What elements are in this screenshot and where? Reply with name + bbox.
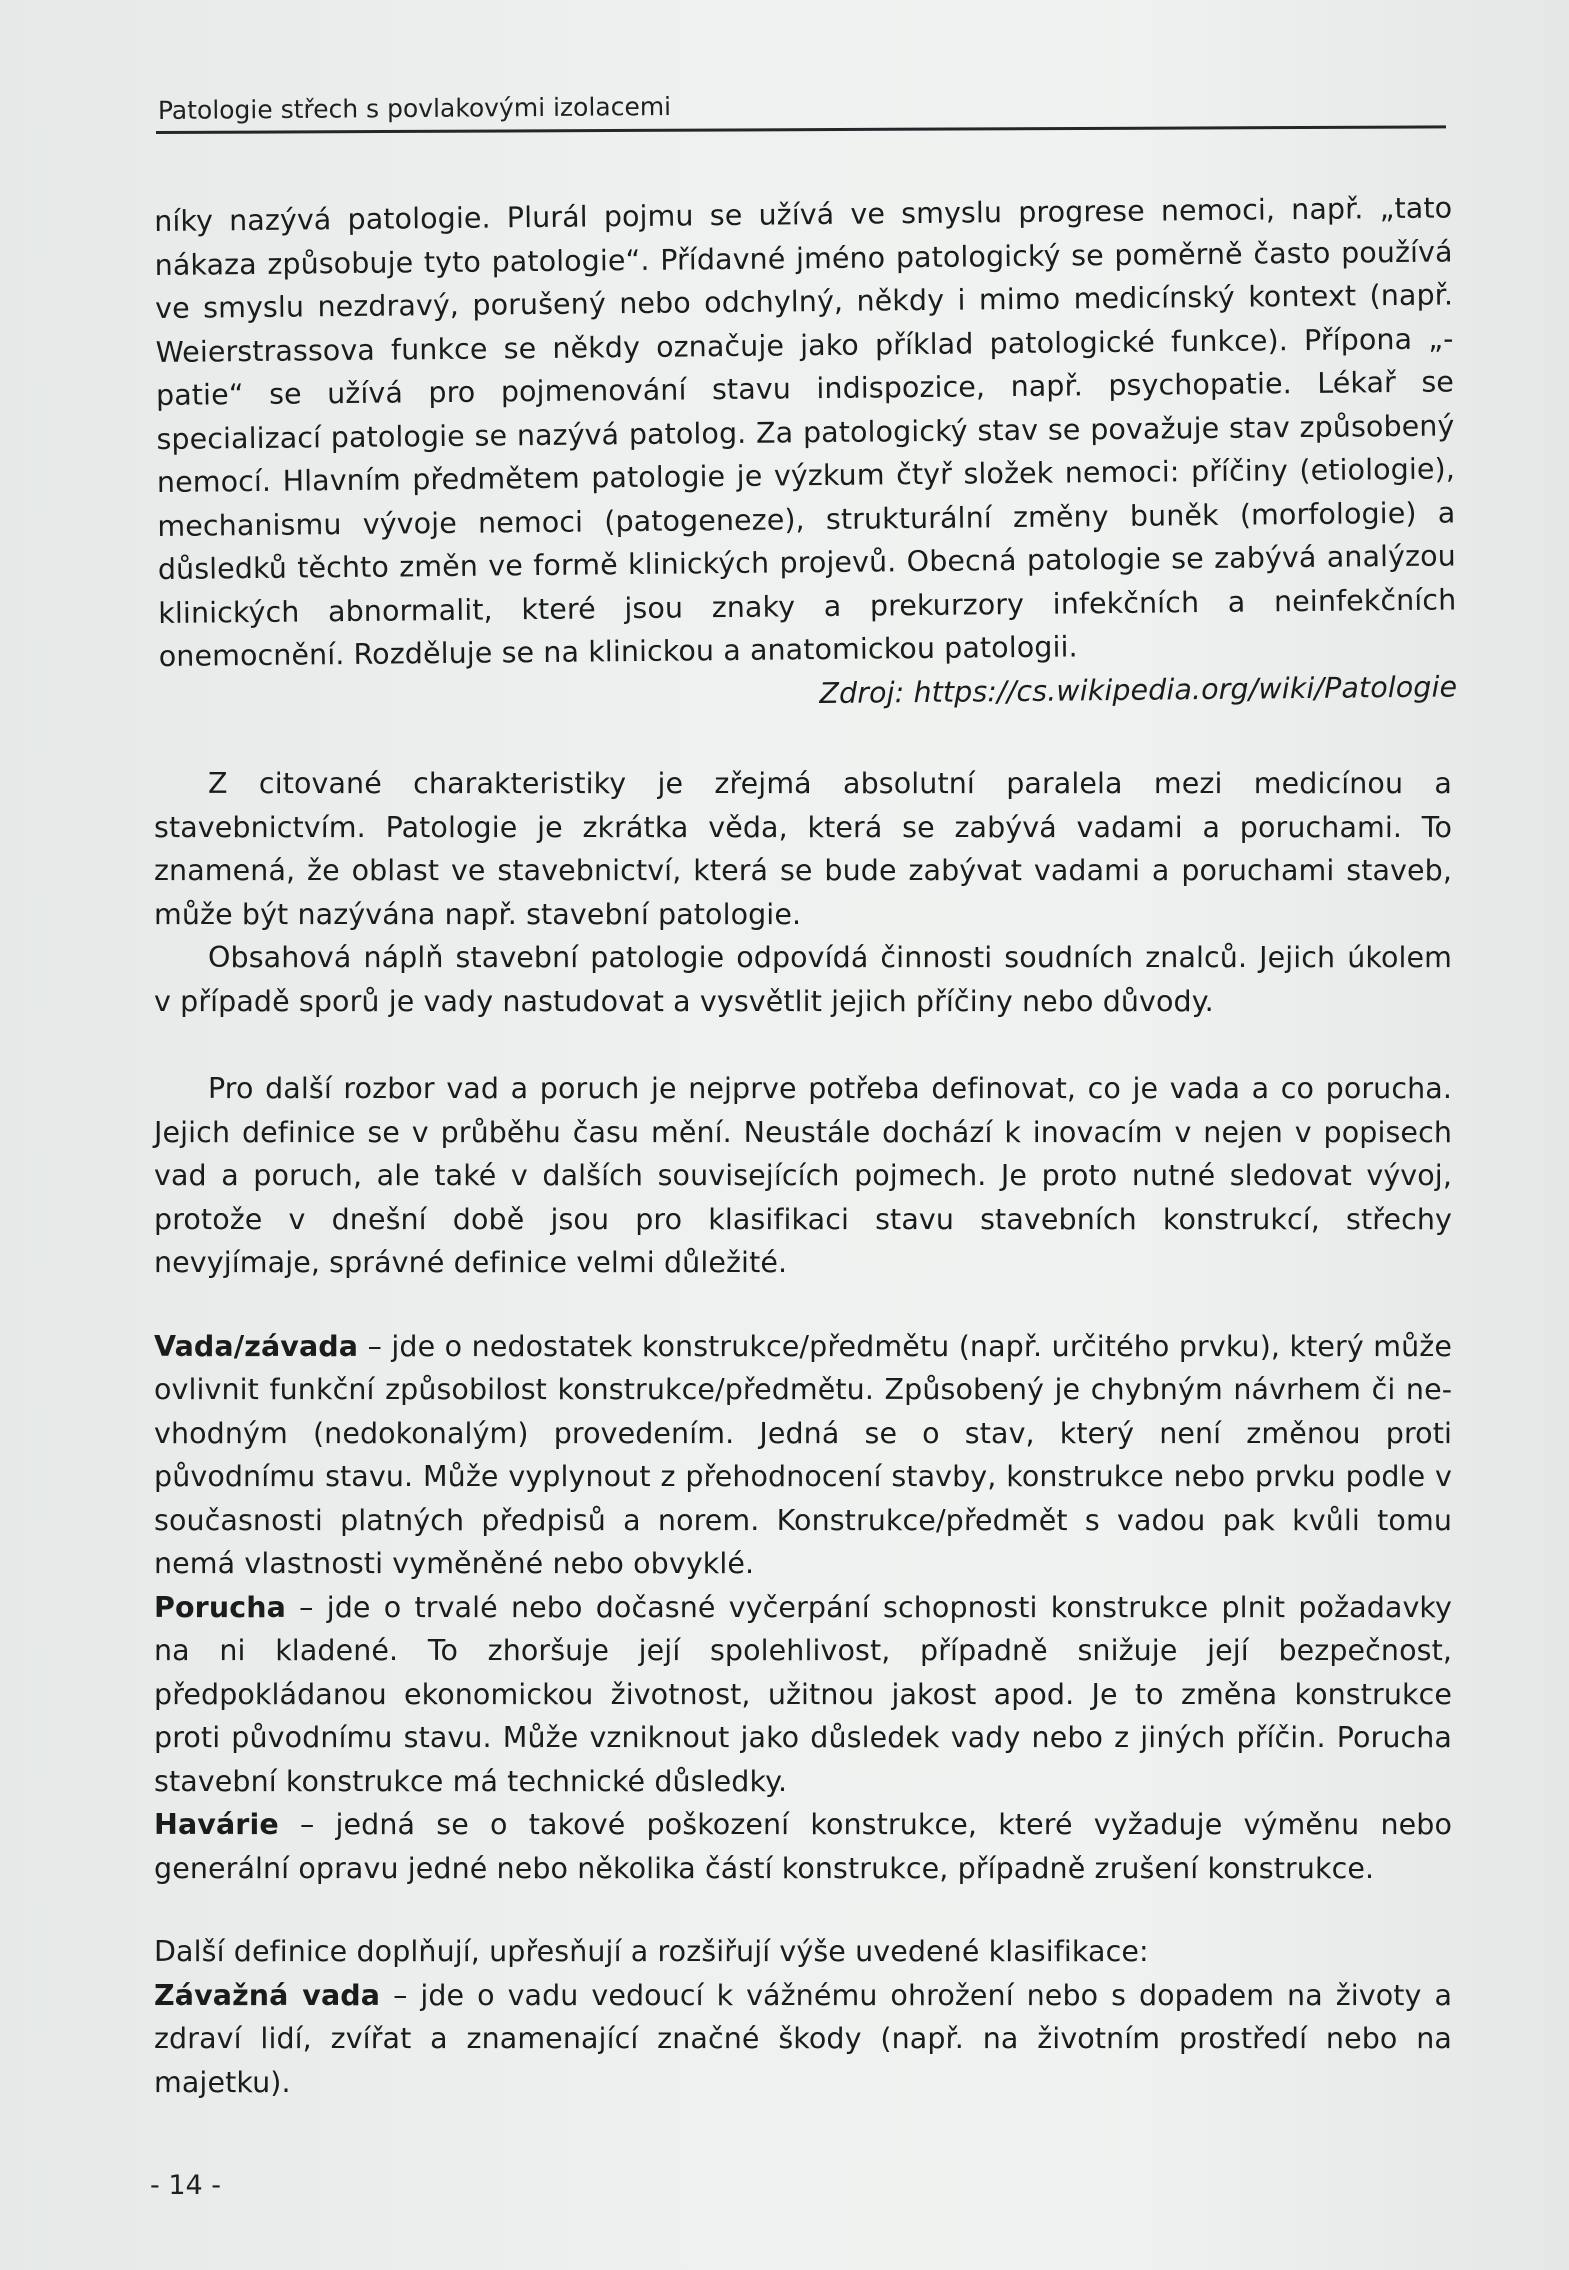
quote-block <box>154 186 1457 722</box>
paragraph-content: Obsahová náplň stavební patologie odpovídá činnosti soudních znalců. Jejich úkolem v případě sporů je vady nastudovat a vysvětlit jejich příčiny nebo důvody. <box>154 941 1452 1018</box>
definition-term: Porucha <box>154 1590 286 1624</box>
definition-term: Havárie <box>154 1808 279 1841</box>
quoted-paragraph: níky nazývá patologie. Plurál pojmu se užívá ve smyslu progrese nemoci, např. „tato nákaza způsobuje tyto patologie“. Přídavné jméno patologický se poměrně často používá ve smyslu nezdravý, porušený nebo odchylný, někdy i mimo medicínský kontext (např. Weierstrassova funkce se někdy označuje jako příklad patologické funkce). Přípona „-patie“ se užívá pro pojmenování stavu indispozice, např. psychopatie. Lékař se specializací patologie se nazývá patolog. Za patologický stav se považuje stav způsobený nemocí. Hlavním předmětem patologie je výzkum čtyř složek nemoci: příčiny (etiologie), mechanismu vývoje nemoci (patogeneze), strukturální změny buněk (morfologie) a důsledků těchto změn ve formě klinických projevů. Obecná patologie se zabývá analýzou klinických abnormalit, které jsou znaky a prekurzory infekčních a neinfekčních onemocnění. Rozděluje se na klinickou a anatomickou patologii. <box>154 191 1457 673</box>
header-rule <box>156 125 1446 134</box>
running-header <box>156 91 1446 134</box>
further-definitions-intro: Další definice doplňují, upřesňují a rozšiřují výše uvedené klasifikace: <box>154 1935 1149 1968</box>
definition-text: – jde o vadu vedoucí k vážnému ohrožení nebo s dopadem na životy a zdraví lidí, zvířat a znamenající značné škody (např. na životním prostředí nebo na majetku). <box>154 1978 1453 2099</box>
definition-porucha <box>154 1586 1452 1804</box>
definition-text: – jde o trvalé nebo dočasné vyčerpání schopnosti konstrukce plnit požadavky na ni kladené. To zhoršuje její spolehlivost, případně snižuje její bezpečnost, předpokládanou ekonomickou životnost, užitnou jakost apod. Je to změna konstrukce proti původnímu stavu. Může vzniknout jako důsledek vady nebo z jiných příčin. Porucha stavební konstrukce má technické důsledky. <box>154 1590 1452 1798</box>
definition-havarie <box>154 1803 1452 1890</box>
definition-vada <box>154 1325 1452 1586</box>
definition-text: – jedná se o takové poškození konstrukce, které vyžaduje výměnu nebo generální opravu jedné nebo několika částí konstrukce, případně zrušení konstrukce. <box>154 1808 1452 1885</box>
definition-text: – jde o nedostatek konstrukce/předmětu (např. určitého prvku), který může ovlivnit funkční způsobilost konstrukce/předmětu. Způsobený je chybným návrhem či nevhodným (nedokonalým) provedením. Jedná se o stav, který není změnou proti původnímu stavu. Může vyplynout z přehodnocení stavby, konstrukce nebo prvku podle v současnosti platných předpisů a norem. Konstrukce/předmět s vadou pak kvůli tomu nemá vlastnosti vyměněné nebo obvyklé. <box>154 1329 1452 1580</box>
definition-zavazna-vada <box>154 1974 1452 2105</box>
paragraph-parallel: Z citované charakteristiky je zřejmá absolutní paralela mezi medicínou a stavebnictvím. Patologie je zkrátka věda, která se zabývá vadami a poruchami. To znamená, že oblast ve stavebnictví, která se bude zabývat vadami a poruchami staveb, může být nazývána např. stavební patologie. <box>154 767 1452 931</box>
definition-term: Závažná vada <box>154 1978 381 2012</box>
header-title: Patologie střech s povlakovými izolacemi <box>157 91 672 125</box>
quote-source: Zdroj: https://cs.wikipedia.org/wiki/Patologie <box>819 669 1458 710</box>
definition-term: Vada/závada <box>154 1329 359 1363</box>
body-text <box>154 191 1458 2104</box>
paragraph-definitions-intro: Pro další rozbor vad a poruch je nejprve potřeba definovat, co je vada a co porucha. Jejich definice se v průběhu času mění. Neustále dochází k inovacím v nejen v popisech vad a poruch, ale také v dalších souvisejících pojmech. Je proto nutné sledovat vývoj, protože v dnešní době jsou pro klasifikaci stavu stavebních konstrukcí, střechy nevyjímaje, správné definice velmi důležité. <box>154 1072 1452 1279</box>
page-number: - 14 - <box>150 2170 222 2201</box>
